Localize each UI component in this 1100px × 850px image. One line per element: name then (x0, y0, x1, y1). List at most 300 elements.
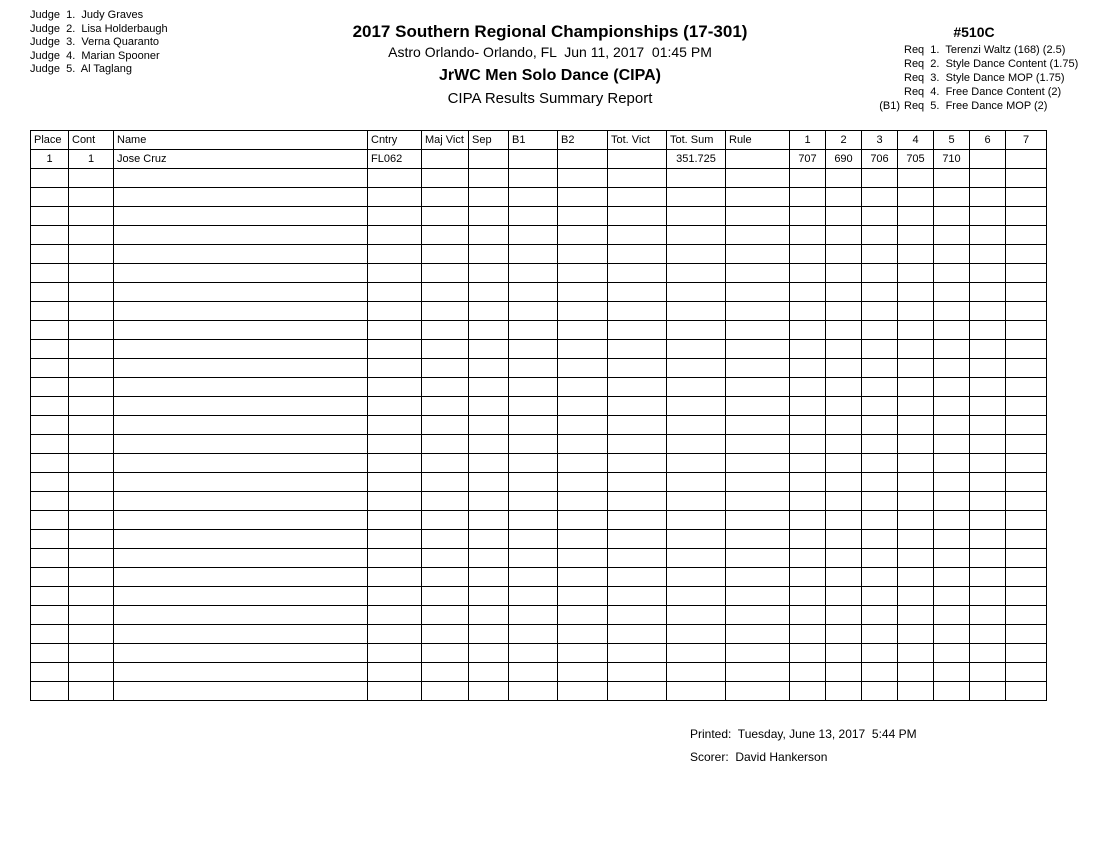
cell-tot-sum (667, 435, 726, 454)
cell-3 (862, 302, 898, 321)
table-row (31, 530, 1047, 549)
cell-maj-vict (422, 530, 469, 549)
cell-1 (790, 169, 826, 188)
cell-name (114, 207, 368, 226)
cell-6 (970, 663, 1006, 682)
cell-tot-vict (608, 169, 667, 188)
cell-rule (726, 188, 790, 207)
cell-rule (726, 207, 790, 226)
header-b2: B2 (558, 131, 608, 150)
cell-tot-vict (608, 587, 667, 606)
cell-7 (1006, 568, 1047, 587)
header-rule: Rule (726, 131, 790, 150)
cell-place (31, 473, 69, 492)
cell-7 (1006, 321, 1047, 340)
table-row (31, 454, 1047, 473)
cell-7 (1006, 530, 1047, 549)
cell-b1 (509, 435, 558, 454)
cell-rule (726, 283, 790, 302)
table-row (31, 492, 1047, 511)
cell-1 (790, 587, 826, 606)
cell-tot-sum (667, 416, 726, 435)
cell-4 (898, 397, 934, 416)
cell-place (31, 549, 69, 568)
cell-6 (970, 397, 1006, 416)
cell-cont (69, 625, 114, 644)
cell-tot-sum (667, 378, 726, 397)
cell-3: 706 (862, 150, 898, 169)
cell-7 (1006, 169, 1047, 188)
cell-4 (898, 264, 934, 283)
cell-cont (69, 454, 114, 473)
cell-rule (726, 150, 790, 169)
header-7: 7 (1006, 131, 1047, 150)
cell-maj-vict (422, 492, 469, 511)
cell-maj-vict (422, 302, 469, 321)
cell-name (114, 321, 368, 340)
cell-b1 (509, 549, 558, 568)
cell-b1 (509, 207, 558, 226)
cell-5 (934, 568, 970, 587)
cell-place (31, 302, 69, 321)
cell-1 (790, 340, 826, 359)
cell-2 (826, 492, 862, 511)
cell-4 (898, 226, 934, 245)
cell-rule (726, 340, 790, 359)
cell-b1 (509, 682, 558, 701)
cell-tot-vict (608, 416, 667, 435)
cell-4 (898, 682, 934, 701)
cell-cont (69, 549, 114, 568)
cell-2 (826, 340, 862, 359)
cell-cntry (368, 435, 422, 454)
cell-4 (898, 606, 934, 625)
cell-b1 (509, 530, 558, 549)
table-row (31, 264, 1047, 283)
cell-2 (826, 416, 862, 435)
cell-cntry (368, 264, 422, 283)
cell-2 (826, 226, 862, 245)
cell-tot-sum (667, 587, 726, 606)
requirements-list (874, 43, 1079, 113)
cell-cntry (368, 359, 422, 378)
cell-4 (898, 302, 934, 321)
table-row (31, 359, 1047, 378)
cell-7 (1006, 492, 1047, 511)
cell-tot-vict (608, 359, 667, 378)
cell-5 (934, 359, 970, 378)
scorer-line: Scorer: David Hankerson (690, 750, 828, 764)
cell-1 (790, 188, 826, 207)
cell-b2 (558, 378, 608, 397)
cell-4 (898, 245, 934, 264)
cell-cont (69, 245, 114, 264)
cell-rule (726, 416, 790, 435)
cell-6 (970, 226, 1006, 245)
cell-tot-vict (608, 473, 667, 492)
cell-3 (862, 416, 898, 435)
cell-2 (826, 644, 862, 663)
results-table (30, 130, 1047, 701)
cell-4 (898, 169, 934, 188)
cell-sep (469, 188, 509, 207)
judge-line: Judge 1. Judy Graves (30, 9, 144, 21)
requirement-text: Req 3. Style Dance MOP (1.75) (904, 72, 1065, 84)
cell-6 (970, 587, 1006, 606)
event-info-block (874, 24, 1079, 113)
cell-tot-vict (608, 302, 667, 321)
cell-7 (1006, 207, 1047, 226)
venue-date-line: Astro Orlando- Orlando, FL Jun 11, 2017 01:45 PM (388, 44, 712, 60)
cell-5 (934, 226, 970, 245)
cell-sep (469, 549, 509, 568)
printed-line: Printed: Tuesday, June 13, 2017 5:44 PM (690, 727, 917, 741)
cell-7 (1006, 549, 1047, 568)
cell-b2 (558, 302, 608, 321)
cell-b1 (509, 606, 558, 625)
cell-tot-vict (608, 378, 667, 397)
table-row (31, 378, 1047, 397)
header-cont: Cont (69, 131, 114, 150)
cell-cont (69, 473, 114, 492)
cell-place (31, 492, 69, 511)
cell-tot-sum (667, 568, 726, 587)
cell-cont (69, 264, 114, 283)
cell-b2 (558, 245, 608, 264)
cell-3 (862, 587, 898, 606)
cell-rule (726, 473, 790, 492)
cell-1 (790, 530, 826, 549)
cell-b2 (558, 549, 608, 568)
cell-tot-sum (667, 606, 726, 625)
cell-6 (970, 283, 1006, 302)
cell-maj-vict (422, 587, 469, 606)
header-b1: B1 (509, 131, 558, 150)
cell-cntry (368, 625, 422, 644)
cell-4 (898, 454, 934, 473)
cell-rule (726, 549, 790, 568)
cell-tot-sum (667, 492, 726, 511)
cell-rule (726, 644, 790, 663)
cell-sep (469, 492, 509, 511)
cell-7 (1006, 435, 1047, 454)
cell-tot-vict (608, 492, 667, 511)
cell-b1 (509, 245, 558, 264)
cell-cont (69, 169, 114, 188)
cell-rule (726, 264, 790, 283)
header-4: 4 (898, 131, 934, 150)
cell-7 (1006, 454, 1047, 473)
cell-b1 (509, 663, 558, 682)
cell-7 (1006, 302, 1047, 321)
cell-cont (69, 226, 114, 245)
cell-b2 (558, 283, 608, 302)
cell-3 (862, 549, 898, 568)
cell-7 (1006, 606, 1047, 625)
cell-1 (790, 549, 826, 568)
cell-name (114, 492, 368, 511)
table-row (31, 397, 1047, 416)
cell-name (114, 340, 368, 359)
cell-tot-vict (608, 397, 667, 416)
cell-6 (970, 359, 1006, 378)
cell-rule (726, 226, 790, 245)
cell-6 (970, 682, 1006, 701)
cell-b2 (558, 568, 608, 587)
cell-6 (970, 473, 1006, 492)
cell-3 (862, 682, 898, 701)
cell-cont (69, 283, 114, 302)
cell-name (114, 644, 368, 663)
cell-1: 707 (790, 150, 826, 169)
cell-place (31, 454, 69, 473)
cell-7 (1006, 511, 1047, 530)
cell-cntry (368, 473, 422, 492)
cell-tot-sum (667, 663, 726, 682)
cell-place (31, 606, 69, 625)
requirement-text: Req 2. Style Dance Content (1.75) (904, 58, 1079, 70)
cell-rule (726, 245, 790, 264)
cell-2 (826, 511, 862, 530)
cell-place (31, 416, 69, 435)
judge-line: Judge 3. Verna Quaranto (30, 36, 160, 48)
competition-title: 2017 Southern Regional Championships (17-301) (352, 22, 748, 41)
cell-b2 (558, 682, 608, 701)
cell-3 (862, 435, 898, 454)
cell-6 (970, 435, 1006, 454)
cell-3 (862, 530, 898, 549)
cell-1 (790, 207, 826, 226)
cell-name (114, 568, 368, 587)
cell-cntry (368, 340, 422, 359)
cell-3 (862, 378, 898, 397)
cell-rule (726, 530, 790, 549)
cell-3 (862, 188, 898, 207)
cell-place (31, 530, 69, 549)
cell-cntry (368, 530, 422, 549)
cell-2 (826, 359, 862, 378)
cell-tot-sum (667, 226, 726, 245)
cell-2 (826, 397, 862, 416)
cell-4 (898, 359, 934, 378)
cell-5 (934, 378, 970, 397)
cell-1 (790, 378, 826, 397)
cell-2 (826, 169, 862, 188)
table-header-row (31, 131, 1047, 150)
cell-name (114, 188, 368, 207)
cell-rule (726, 625, 790, 644)
cell-3 (862, 511, 898, 530)
cell-tot-vict (608, 264, 667, 283)
cell-name (114, 416, 368, 435)
table-row (31, 511, 1047, 530)
cell-b1 (509, 264, 558, 283)
cell-name (114, 473, 368, 492)
cell-1 (790, 473, 826, 492)
cell-cntry (368, 416, 422, 435)
cell-rule (726, 378, 790, 397)
cell-cont (69, 188, 114, 207)
event-title: JrWC Men Solo Dance (CIPA) (439, 67, 661, 84)
cell-6 (970, 606, 1006, 625)
cell-cont (69, 302, 114, 321)
cell-b1 (509, 416, 558, 435)
cell-b1 (509, 644, 558, 663)
cell-b2 (558, 625, 608, 644)
cell-b2 (558, 644, 608, 663)
cell-1 (790, 283, 826, 302)
cell-tot-sum (667, 340, 726, 359)
cell-cntry (368, 644, 422, 663)
cell-rule (726, 397, 790, 416)
cell-sep (469, 378, 509, 397)
cell-cntry (368, 302, 422, 321)
header-3: 3 (862, 131, 898, 150)
cell-place (31, 207, 69, 226)
cell-5 (934, 264, 970, 283)
cell-rule (726, 454, 790, 473)
cell-maj-vict (422, 283, 469, 302)
table-row (31, 549, 1047, 568)
cell-4 (898, 587, 934, 606)
cell-1 (790, 397, 826, 416)
cell-b1 (509, 302, 558, 321)
cell-b1 (509, 397, 558, 416)
cell-2 (826, 264, 862, 283)
cell-6 (970, 511, 1006, 530)
cell-sep (469, 226, 509, 245)
cell-5 (934, 321, 970, 340)
cell-maj-vict (422, 321, 469, 340)
header-1: 1 (790, 131, 826, 150)
cell-2 (826, 207, 862, 226)
cell-6 (970, 568, 1006, 587)
cell-2 (826, 663, 862, 682)
cell-2 (826, 435, 862, 454)
cell-sep (469, 416, 509, 435)
cell-rule (726, 302, 790, 321)
cell-cntry (368, 511, 422, 530)
cell-rule (726, 359, 790, 378)
cell-5 (934, 511, 970, 530)
requirement-prefix (874, 57, 904, 71)
report-title: CIPA Results Summary Report (447, 90, 653, 107)
cell-tot-vict (608, 321, 667, 340)
cell-maj-vict (422, 625, 469, 644)
cell-3 (862, 644, 898, 663)
cell-7 (1006, 378, 1047, 397)
cell-5 (934, 473, 970, 492)
cell-cntry (368, 454, 422, 473)
cell-2 (826, 245, 862, 264)
requirement-prefix (874, 43, 904, 57)
cell-b1 (509, 473, 558, 492)
cell-cont (69, 397, 114, 416)
cell-cntry (368, 663, 422, 682)
header-6: 6 (970, 131, 1006, 150)
cell-3 (862, 245, 898, 264)
cell-maj-vict (422, 435, 469, 454)
cell-tot-vict (608, 454, 667, 473)
cell-2 (826, 568, 862, 587)
cell-name (114, 682, 368, 701)
cell-2 (826, 682, 862, 701)
cell-4 (898, 207, 934, 226)
cell-cont (69, 321, 114, 340)
cell-place (31, 511, 69, 530)
cell-5 (934, 397, 970, 416)
cell-tot-sum (667, 454, 726, 473)
cell-sep (469, 644, 509, 663)
cell-4 (898, 492, 934, 511)
cell-b1 (509, 188, 558, 207)
cell-tot-vict (608, 226, 667, 245)
cell-maj-vict (422, 473, 469, 492)
cell-5 (934, 663, 970, 682)
cell-name (114, 264, 368, 283)
cell-2 (826, 302, 862, 321)
cell-tot-sum (667, 511, 726, 530)
cell-maj-vict (422, 644, 469, 663)
cell-tot-vict (608, 663, 667, 682)
cell-2 (826, 606, 862, 625)
cell-rule (726, 511, 790, 530)
cell-cntry: FL062 (368, 150, 422, 169)
cell-name (114, 226, 368, 245)
cell-tot-sum (667, 473, 726, 492)
cell-1 (790, 568, 826, 587)
cell-maj-vict (422, 359, 469, 378)
cell-3 (862, 169, 898, 188)
cell-b2 (558, 150, 608, 169)
cell-tot-vict (608, 549, 667, 568)
cell-b1 (509, 454, 558, 473)
cell-7 (1006, 625, 1047, 644)
cell-maj-vict (422, 416, 469, 435)
cell-b2 (558, 511, 608, 530)
cell-b1 (509, 568, 558, 587)
cell-sep (469, 625, 509, 644)
cell-3 (862, 625, 898, 644)
cell-2 (826, 188, 862, 207)
cell-b2 (558, 492, 608, 511)
cell-5 (934, 606, 970, 625)
cell-3 (862, 454, 898, 473)
cell-3 (862, 397, 898, 416)
cell-b1 (509, 150, 558, 169)
cell-b2 (558, 435, 608, 454)
cell-1 (790, 264, 826, 283)
cell-tot-sum (667, 283, 726, 302)
cell-cntry (368, 169, 422, 188)
cell-6 (970, 321, 1006, 340)
cell-name (114, 359, 368, 378)
cell-1 (790, 245, 826, 264)
cell-place: 1 (31, 150, 69, 169)
cell-cntry (368, 321, 422, 340)
cell-cont (69, 416, 114, 435)
cell-7 (1006, 644, 1047, 663)
cell-sep (469, 321, 509, 340)
cell-rule (726, 663, 790, 682)
cell-cont: 1 (69, 150, 114, 169)
cell-rule (726, 587, 790, 606)
cell-tot-vict (608, 606, 667, 625)
cell-6 (970, 492, 1006, 511)
cell-place (31, 264, 69, 283)
cell-7 (1006, 264, 1047, 283)
cell-place (31, 587, 69, 606)
